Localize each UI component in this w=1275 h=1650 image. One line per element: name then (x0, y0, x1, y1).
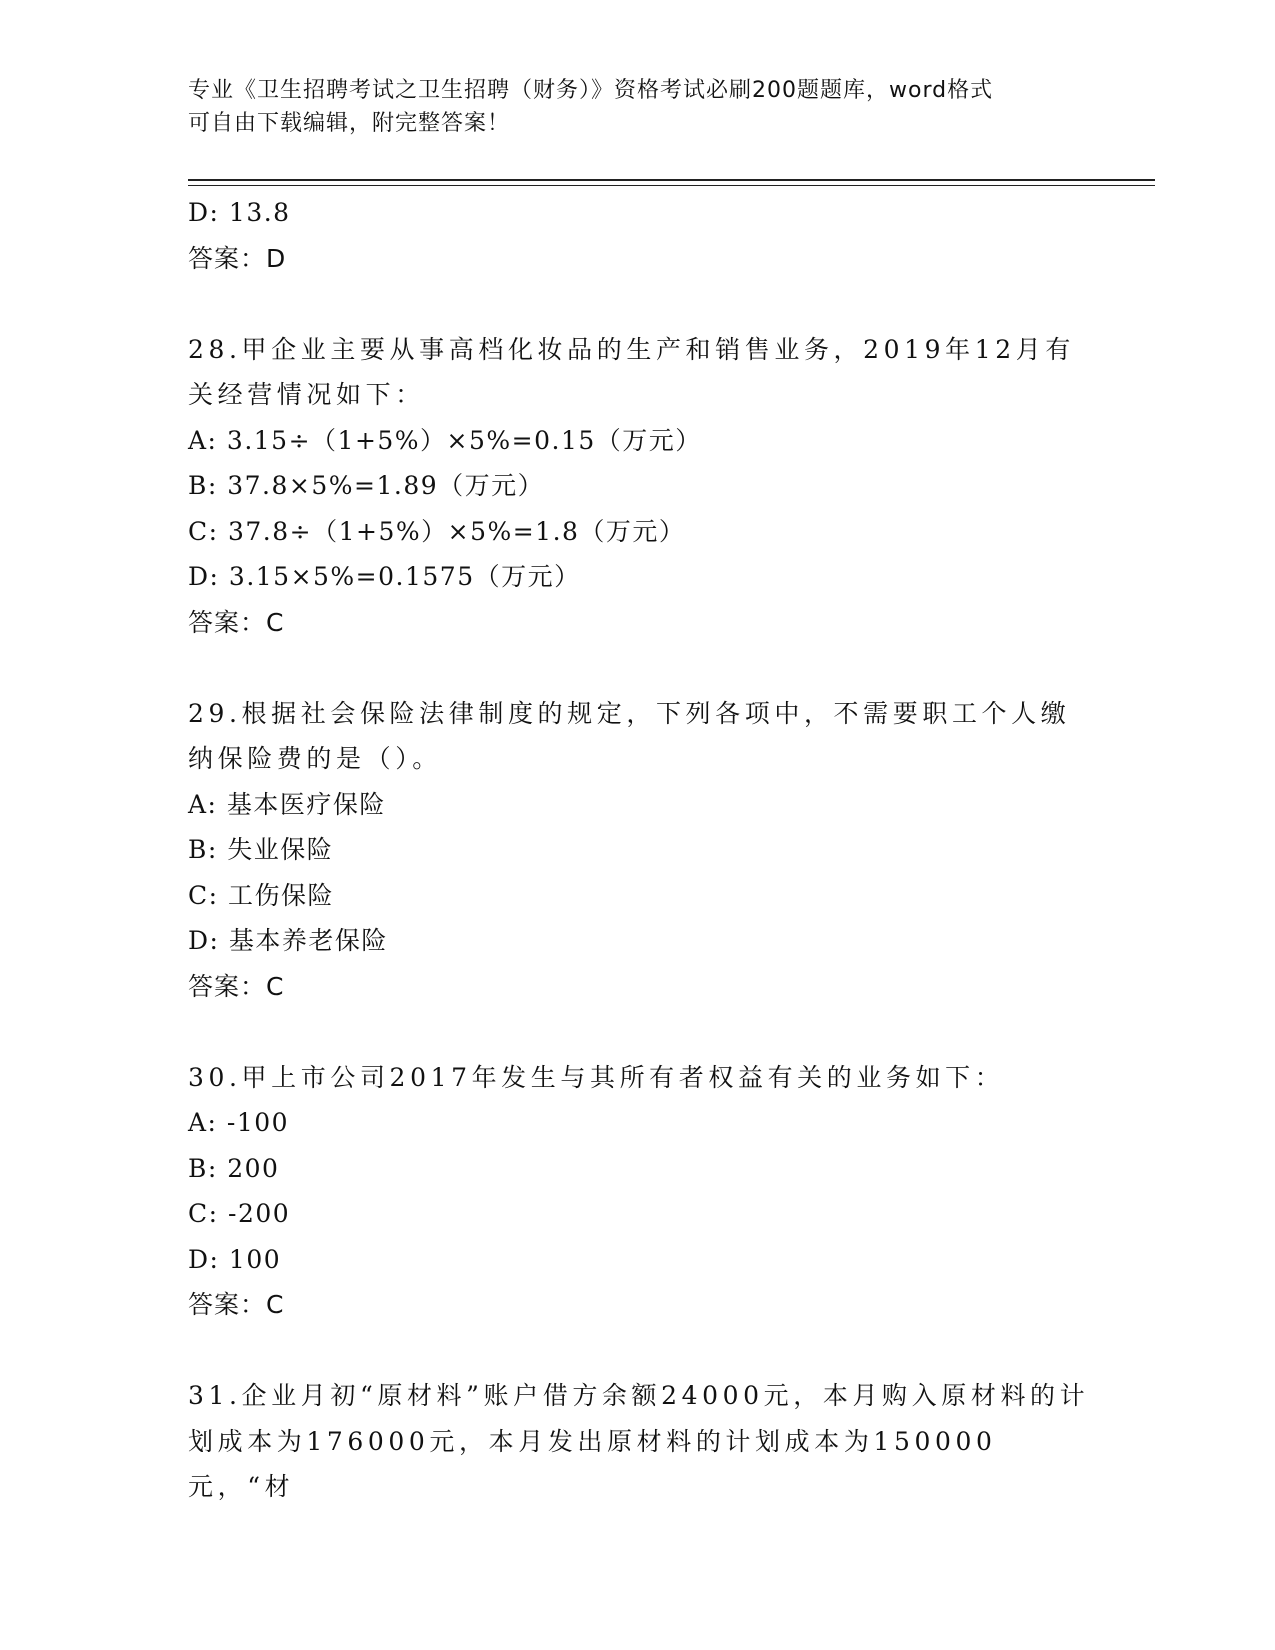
question-stem: 30.甲上市公司2017年发生与其所有者权益有关的业务如下： (188, 1062, 1005, 1092)
question-29 (188, 691, 1088, 1010)
document-header (188, 74, 1088, 140)
spacer (188, 1328, 1088, 1374)
question-28 (188, 327, 1088, 646)
option-d: D: 3.15×5%=0.1575（万元） (188, 562, 581, 591)
answer: 答案：C (188, 971, 285, 1001)
option-c: C: 37.8÷（1+5%）×5%=1.8（万元） (188, 516, 686, 546)
spacer (188, 281, 1088, 327)
header-divider-thick (188, 179, 1155, 181)
question-27-tail (188, 190, 1088, 281)
question-stem: 29.根据社会保险法律制度的规定，下列各项中，不需要职工个人缴纳保险费的是（）。 (188, 698, 1071, 773)
spacer (188, 645, 1088, 691)
option-b: B: 37.8×5%=1.89（万元） (188, 471, 545, 500)
option-c: C: 工伤保险 (188, 880, 334, 910)
option-a: A: 基本医疗保险 (188, 789, 386, 819)
header-line-1: 专业《卫生招聘考试之卫生招聘（财务）》资格考试必刷200题题库，word格式 (188, 78, 994, 103)
option-d: D: 基本养老保险 (188, 926, 388, 955)
question-list (188, 190, 1088, 1510)
option-d: D: 100 (188, 1244, 282, 1274)
option-c: C: -200 (188, 1199, 291, 1228)
option-a: A: 3.15÷（1+5%）×5%=0.15（万元） (188, 425, 702, 455)
header-divider-thin (188, 185, 1155, 186)
answer: 答案：C (188, 1290, 285, 1319)
question-stem: 31.企业月初“原材料”账户借方余额24000元，本月购入原材料的计划成本为176000元，本月发出原材料的计划成本为150000元，“材 (188, 1381, 1090, 1501)
option-b: B: 200 (188, 1153, 280, 1183)
question-30 (188, 1055, 1088, 1328)
answer: 答案：D (188, 243, 287, 273)
option-d: D: 13.8 (188, 198, 291, 227)
header-line-2: 可自由下载编辑，附完整答案！ (188, 111, 511, 136)
option-b: B: 失业保险 (188, 835, 334, 864)
option-a: A: -100 (188, 1108, 290, 1137)
question-31 (188, 1373, 1088, 1510)
question-stem: 28.甲企业主要从事高档化妆品的生产和销售业务，2019年12月有关经营情况如下： (188, 334, 1075, 409)
spacer (188, 1009, 1088, 1055)
answer: 答案：C (188, 607, 285, 637)
